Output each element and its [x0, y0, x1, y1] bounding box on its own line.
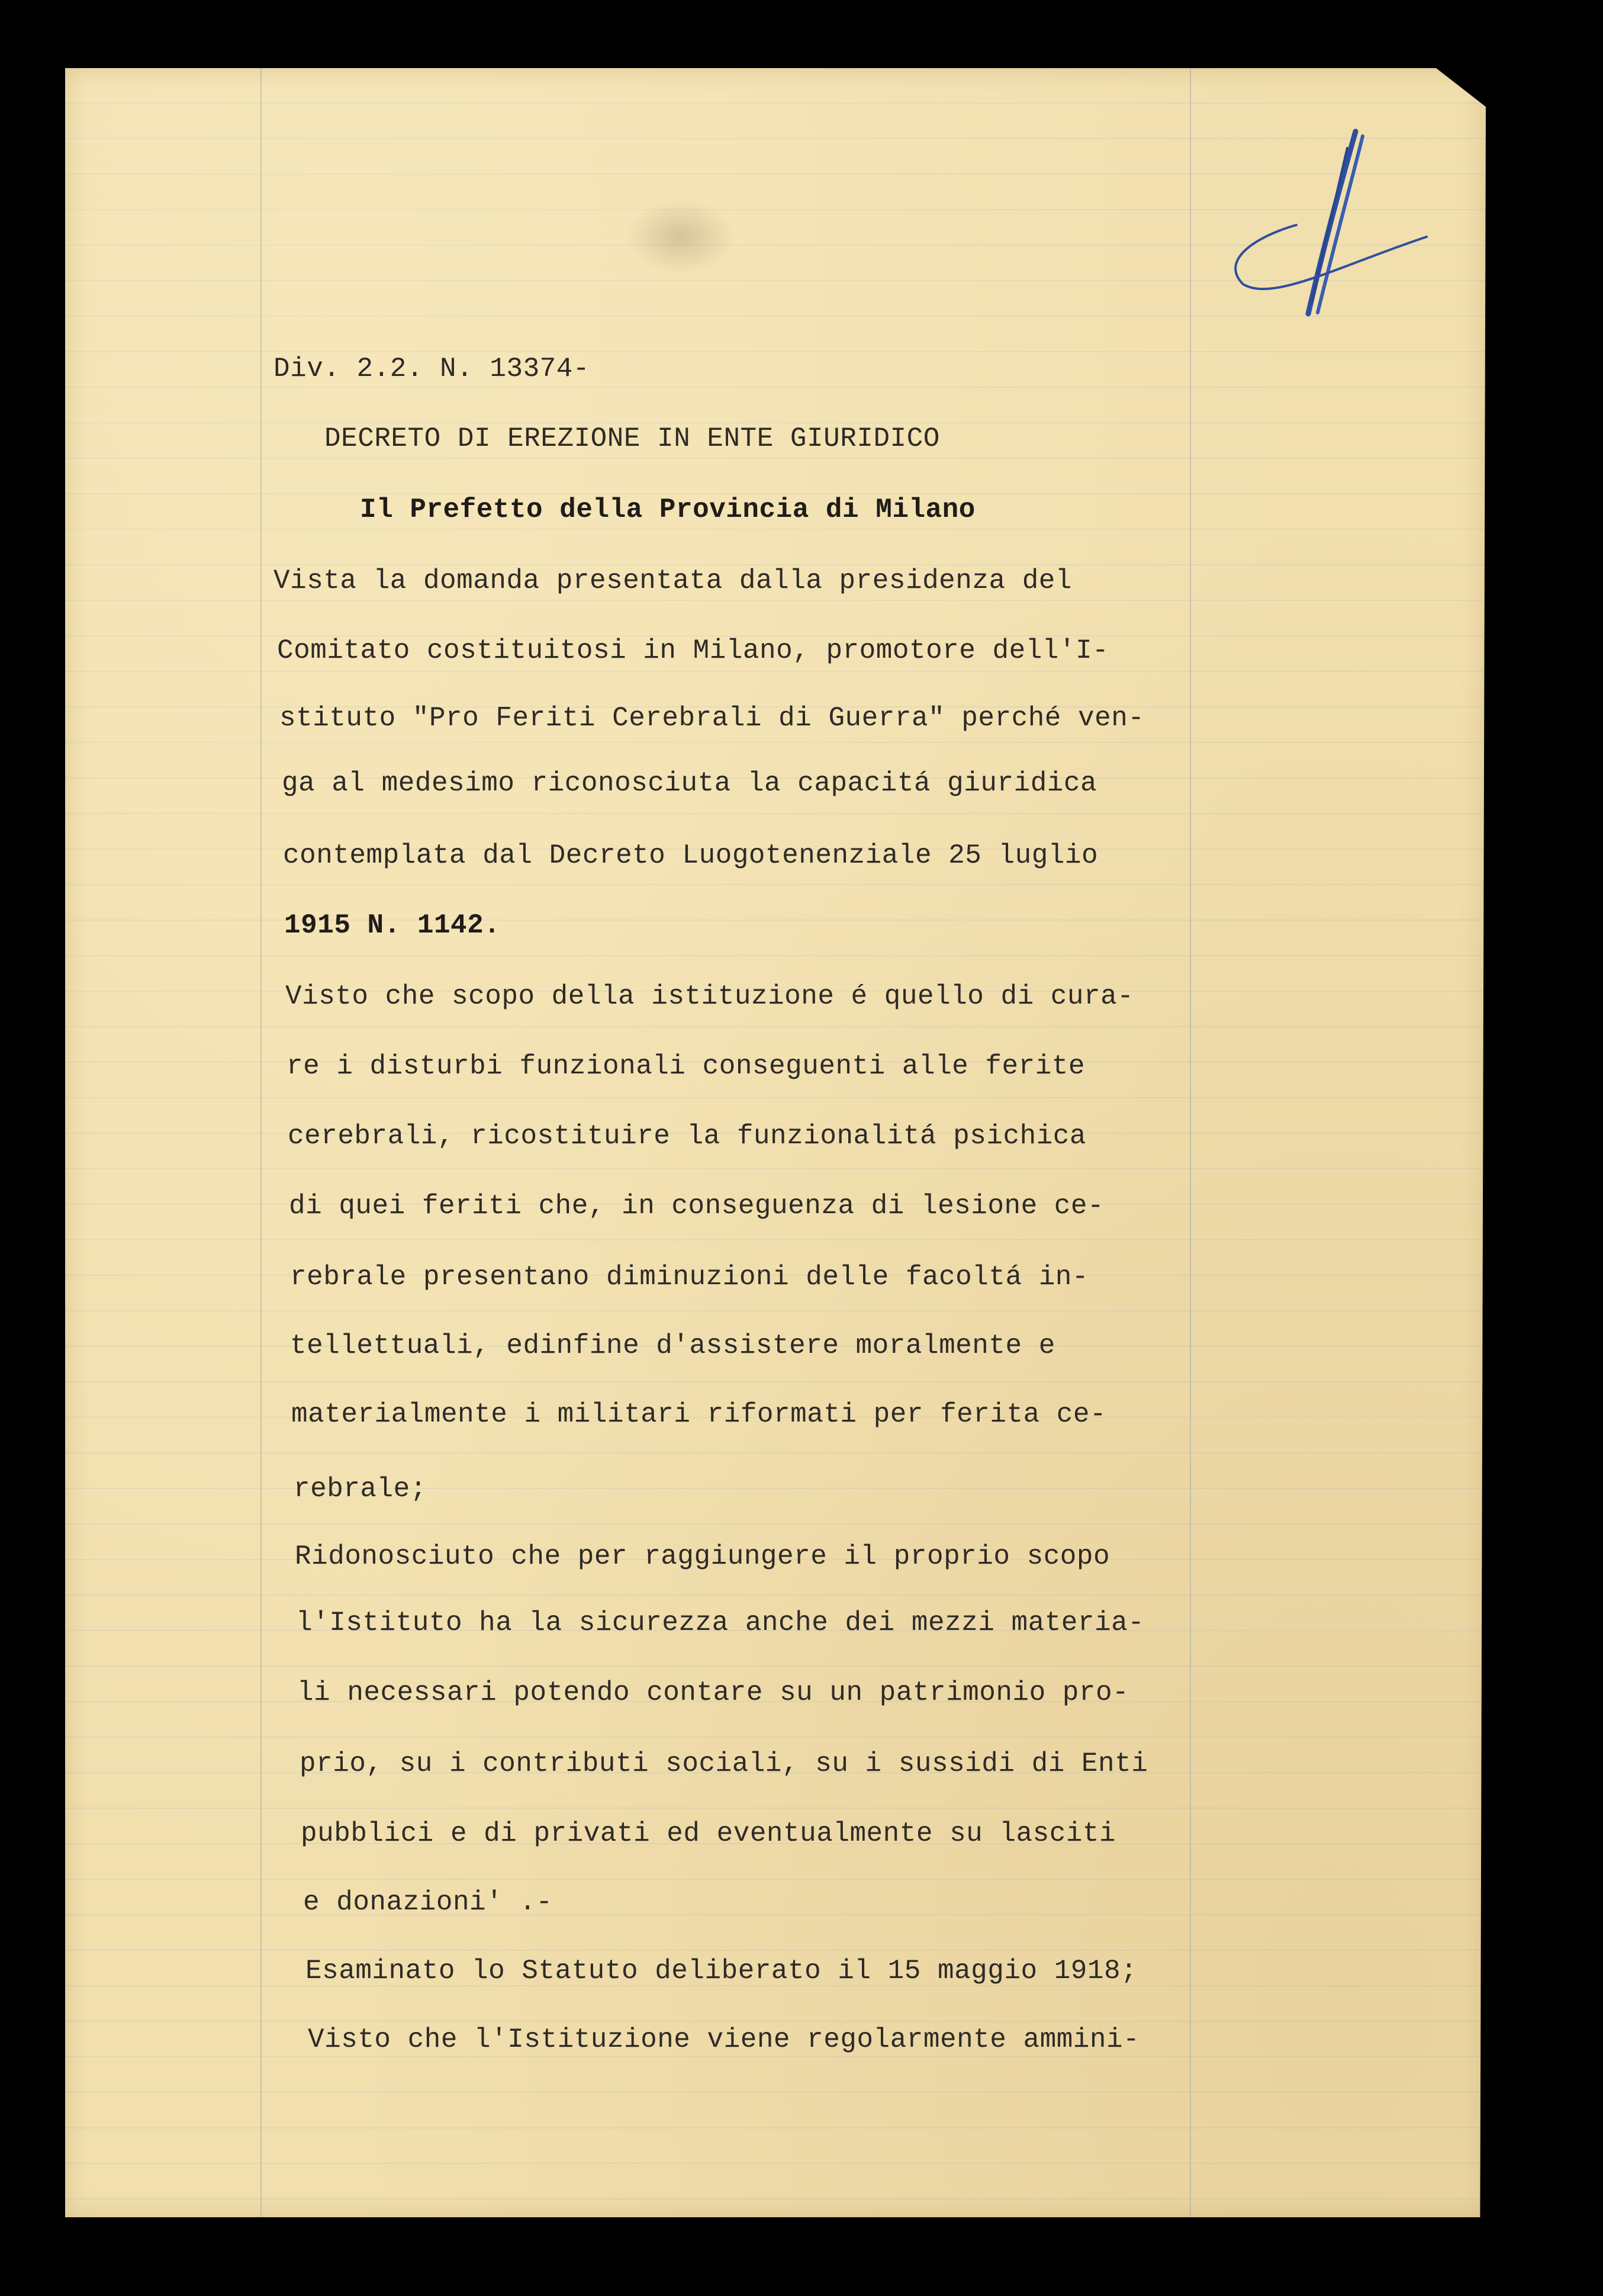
body-line: rebrale presentano diminuzioni delle facoltá in- [290, 1262, 1089, 1292]
body-line: materialmente i militari riformati per ferita ce- [291, 1399, 1107, 1430]
body-line: di quei feriti che, in conseguenza di lesione ce- [289, 1191, 1105, 1221]
right-margin-rule [1190, 68, 1191, 2217]
body-line: pubblici e di privati ed eventualmente su lasciti [301, 1818, 1116, 1849]
ink-smudge [622, 195, 740, 278]
body-line: ga al medesimo riconosciuta la capacitá giuridica [282, 768, 1097, 799]
body-line: 1915 N. 1142. [284, 910, 501, 941]
body-line: prio, su i contributi sociali, su i sussidi di Enti [300, 1748, 1148, 1779]
body-line: li necessari potendo contare su un patrimonio pro- [297, 1677, 1129, 1708]
document-title: DECRETO DI EREZIONE IN ENTE GIURIDICO [324, 423, 940, 454]
body-line: l'Istituto ha la sicurezza anche dei mezzi materia- [296, 1607, 1145, 1638]
body-line: e donazioni' .- [303, 1887, 553, 1918]
body-line: Esaminato lo Statuto deliberato il 15 maggio 1918; [305, 1956, 1138, 1986]
body-line: Ridonosciuto che per raggiungere il proprio scopo [295, 1541, 1110, 1572]
body-line: Vista la domanda presentata dalla presidenza del [273, 565, 1073, 596]
issuing-authority: Il Prefetto della Provincia di Milano [360, 494, 976, 525]
reference-line: Div. 2.2. N. 13374- [273, 353, 590, 384]
body-line: Visto che scopo della istituzione é quello di cura- [285, 981, 1134, 1012]
body-line: Visto che l'Istituzione viene regolarmente ammini- [308, 2024, 1140, 2055]
blue-pencil-check-mark [1208, 124, 1433, 337]
body-line: re i disturbi funzionali conseguenti alle ferite [287, 1051, 1086, 1082]
body-line: tellettuali, edinfine d'assistere moralmente e [290, 1330, 1055, 1361]
body-line: Comitato costituitosi in Milano, promotore dell'I- [277, 635, 1109, 666]
body-line: contemplata dal Decreto Luogotenenziale 25 luglio [283, 840, 1099, 871]
left-margin-rule [260, 68, 262, 2217]
body-line: rebrale; [294, 1474, 427, 1504]
body-line: cerebrali, ricostituire la funzionalitá psichica [288, 1121, 1087, 1152]
body-line: stituto "Pro Feriti Cerebrali di Guerra" perché ven- [279, 703, 1145, 734]
